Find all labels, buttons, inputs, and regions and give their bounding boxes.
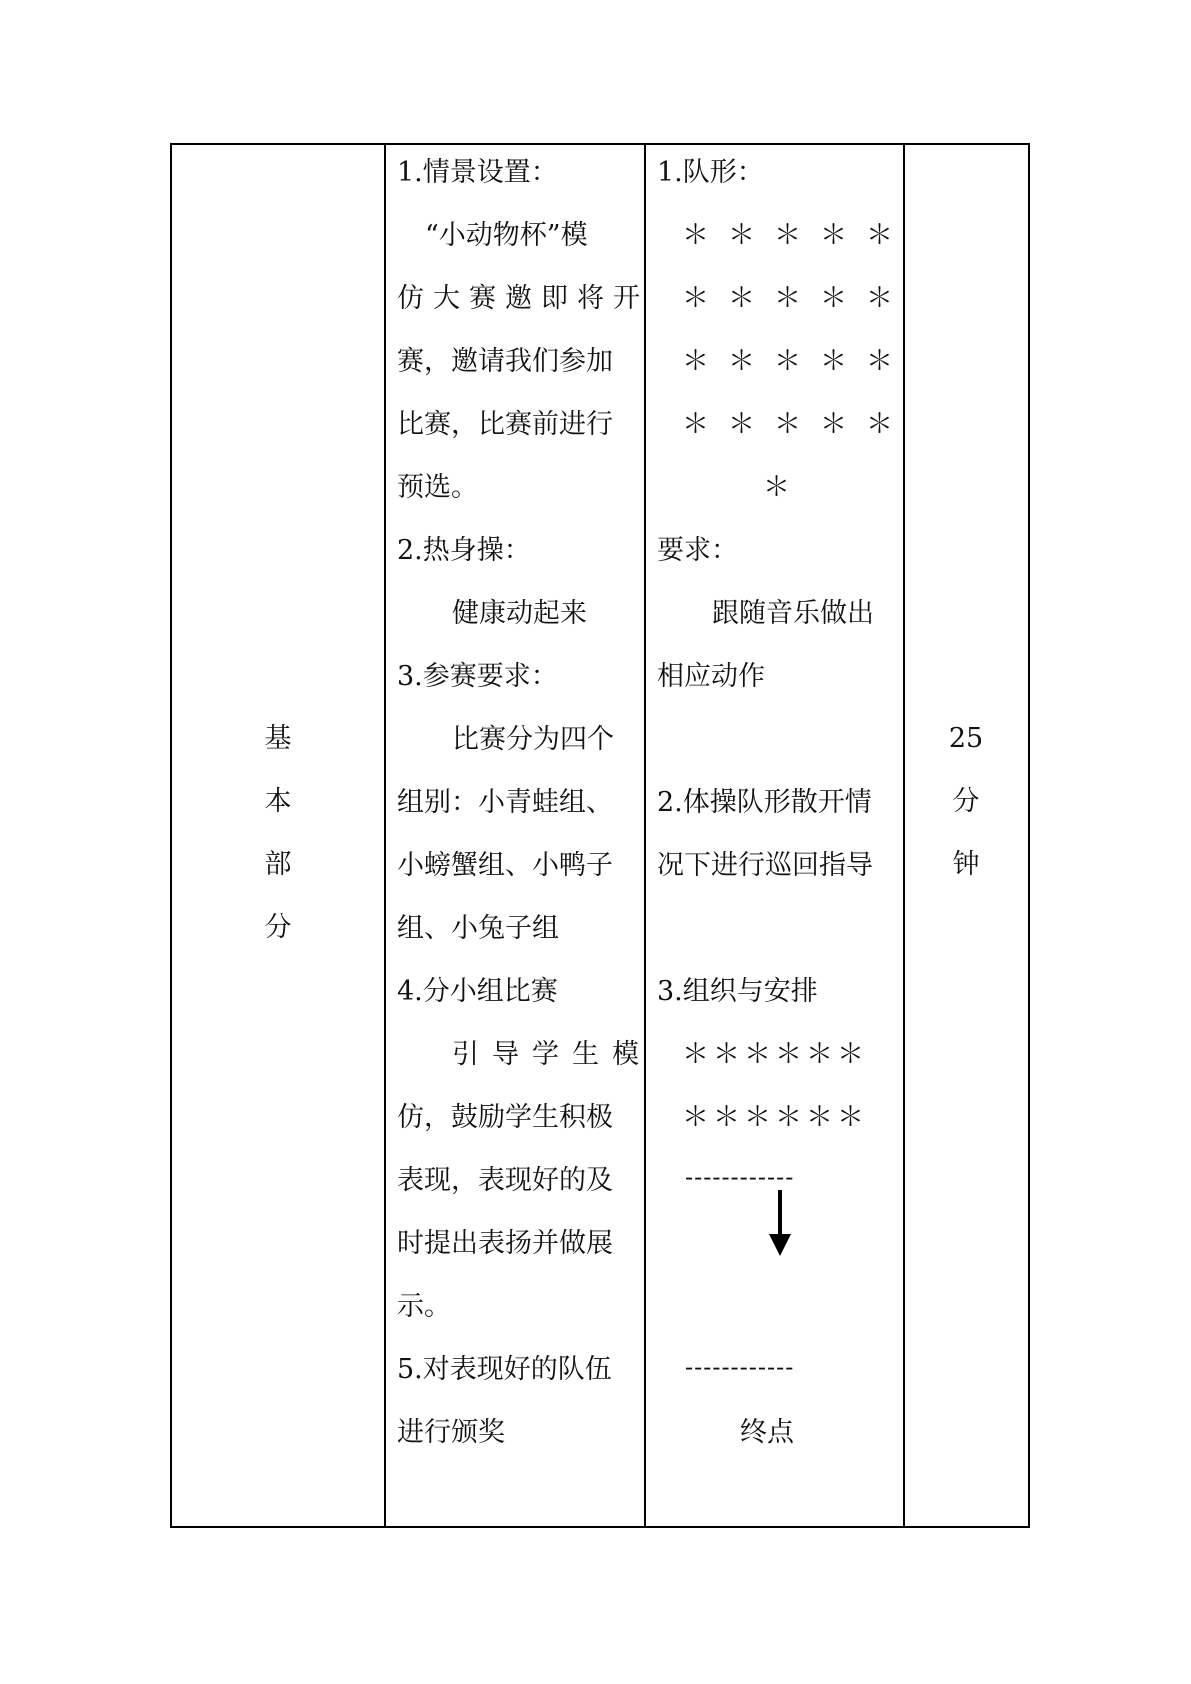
- content-heading: 1.情景设置：: [397, 157, 558, 188]
- org-heading: 要求：: [657, 535, 738, 566]
- content-line: 健康动起来: [452, 598, 587, 629]
- time-unit-char: 钟: [952, 849, 980, 880]
- formation-star-row: ＊＊＊＊＊: [682, 283, 912, 314]
- end-label: 终点: [740, 1417, 794, 1448]
- formation-star-row: ＊＊＊＊＊: [682, 346, 912, 377]
- time-unit-char: 分: [952, 786, 980, 817]
- time-value: 25: [948, 723, 984, 754]
- arrangement-star-row: ＊＊＊＊＊＊: [682, 1102, 868, 1133]
- content-line: “小动物杯”模: [425, 220, 588, 251]
- content-line: 比赛，比赛前进行: [397, 409, 613, 440]
- content-line: 组、小兔子组: [397, 913, 559, 944]
- org-line: 相应动作: [657, 661, 765, 692]
- content-line: 表现，表现好的及: [397, 1165, 613, 1196]
- org-line: 2.体操队形散开情: [657, 787, 872, 818]
- section-char: 本: [264, 786, 292, 817]
- content-heading: 5.对表现好的队伍: [397, 1354, 612, 1385]
- content-line: 时提出表扬并做展: [397, 1228, 613, 1259]
- down-arrow-icon: [766, 1190, 794, 1260]
- content-heading: 4.分小组比赛: [397, 976, 558, 1007]
- section-char: 基: [264, 723, 292, 754]
- formation-star-row: ＊＊＊＊＊: [682, 409, 912, 440]
- section-char: 分: [264, 912, 292, 943]
- formation-star-row: ＊＊＊＊＊: [682, 220, 912, 251]
- column-divider: [384, 145, 386, 1526]
- content-line: 引导学生模: [452, 1039, 652, 1070]
- end-dashed-line: ------------: [685, 1353, 795, 1381]
- content-line: 比赛分为四个: [452, 724, 614, 755]
- column-divider: [644, 145, 646, 1526]
- start-dashed-line: ------------: [685, 1163, 795, 1191]
- arrangement-star-row: ＊＊＊＊＊＊: [682, 1039, 868, 1070]
- content-line: 进行颁奖: [397, 1417, 505, 1448]
- org-line: 跟随音乐做出: [712, 598, 874, 629]
- formation-star-single: ＊: [763, 472, 790, 503]
- content-line: 示。: [397, 1291, 451, 1322]
- org-line: 况下进行巡回指导: [657, 850, 873, 881]
- content-heading: 2.热身操：: [397, 535, 531, 566]
- content-line: 仿，鼓励学生积极: [397, 1102, 613, 1133]
- org-heading: 1.队形：: [657, 157, 764, 188]
- content-line: 组别：小青蛙组、: [397, 787, 613, 818]
- content-line: 小螃蟹组、小鸭子: [397, 850, 613, 881]
- content-line: 预选。: [397, 472, 478, 503]
- section-char: 部: [264, 849, 292, 880]
- org-heading: 3.组织与安排: [657, 976, 818, 1007]
- content-heading: 3.参赛要求：: [397, 661, 558, 692]
- content-line: 仿大赛邀即将开: [397, 283, 649, 314]
- content-line: 赛，邀请我们参加: [397, 346, 613, 377]
